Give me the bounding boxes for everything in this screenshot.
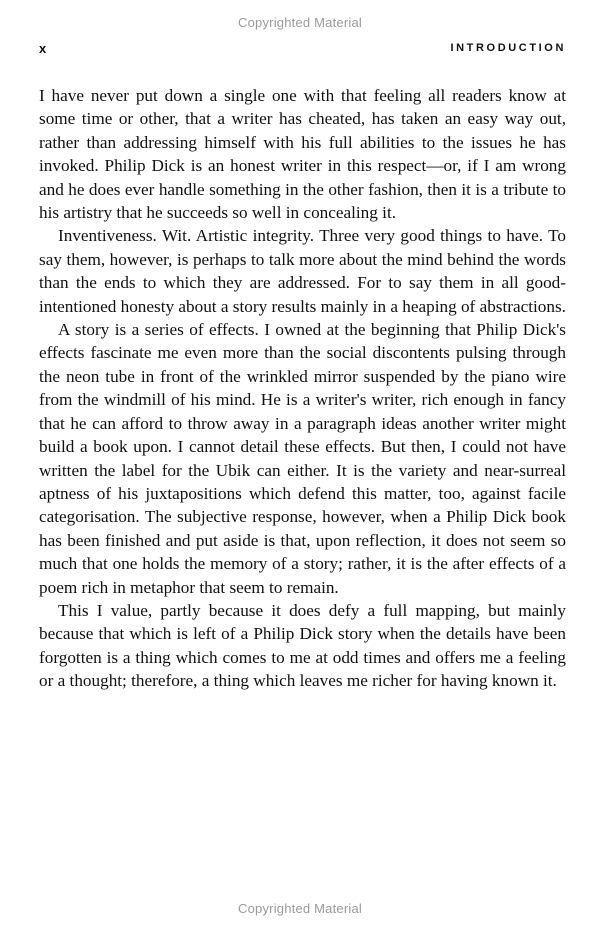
page-number: x bbox=[39, 41, 47, 56]
body-text bbox=[39, 84, 566, 693]
running-head bbox=[39, 41, 566, 57]
copyright-watermark-bottom: Copyrighted Material bbox=[238, 901, 362, 916]
copyright-watermark-top: Copyrighted Material bbox=[238, 15, 362, 30]
paragraph-4: This I value, partly because it does defy a full mapping, but mainly because that which is left of a Philip Dick story when the details have been forgotten is a thing which comes to me at odd times and offers me a feeling or a thought; therefore, a thing which leaves me richer for having known it. bbox=[39, 600, 566, 691]
section-title: INTRODUCTION bbox=[450, 42, 566, 54]
paragraph-3: A story is a series of effects. I owned at the beginning that Philip Dick's effects fascinate me even more than the social discontents pulsing through the neon tube in front of the wrinkled mirror suspended by the piano wire from the windmill of his mind. He is a writer's writer, rich enough in fancy that he can afford to throw away in a paragraph ideas another writer might build a book upon. I cannot detail these effects. But then, I could not have written the label for the Ubik can either. It is the variety and near-surreal aptness of his juxtapositions which defend this matter, too, against facile categorisation. The subjective response, however, when a Philip Dick book has been finished and put aside is that, upon reflection, it does not seem so much that one holds the memory of a story; rather, it is the after effects of a poem rich in metaphor that seem to remain. bbox=[39, 320, 566, 597]
paragraph-2: Inventiveness. Wit. Artistic integrity. Three very good things to have. To say them, however, is perhaps to talk more about the mind behind the words than the ends to which they are addressed. For to say them in all good-intentioned honesty about a story results mainly in a heaping of abstractions. bbox=[39, 226, 566, 316]
paragraph-1: I have never put down a single one with that feeling all readers know at some time or other, that a writer has cheated, has taken an easy way out, rather than addressing himself with his full abilities to the issues he has invoked. Philip Dick is an honest writer in this respect—or, if I am wrong and he does ever handle something in the other fashion, then it is a tribute to his artistry that he succeeds so well in concealing it. bbox=[39, 86, 566, 223]
